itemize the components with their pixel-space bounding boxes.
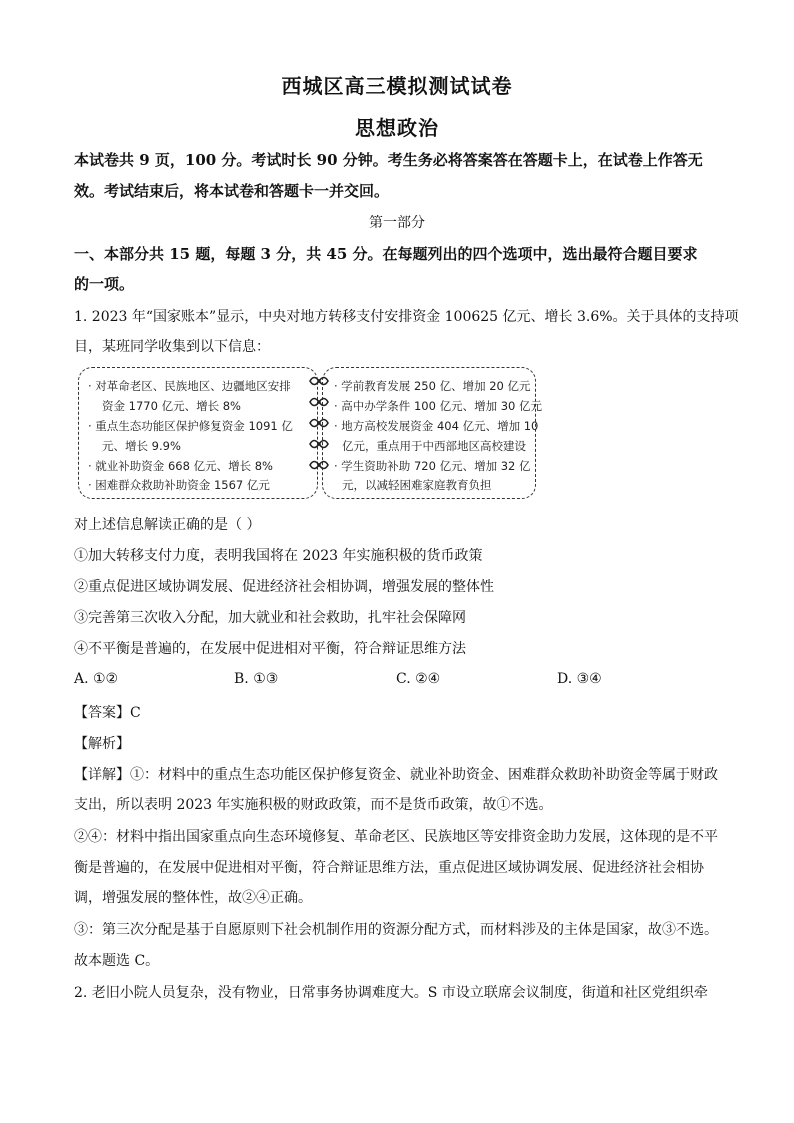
binder-knot-icon bbox=[308, 416, 330, 430]
q1-detail-line: 支出，所以表明 2023 年实施积极的财政政策，而不是货币政策，故①不选。 bbox=[74, 797, 553, 813]
binder-knot-icon bbox=[308, 395, 330, 409]
q1-statement: ②重点促进区域协调发展、促进经济社会相协调，增强发展的整体性 bbox=[74, 579, 494, 595]
q1-statement: ①加大转移支付力度，表明我国将在 2023 年实施积极的货币政策 bbox=[74, 548, 483, 564]
box-left-item: · 困难群众救助补助资金 1567 亿元 bbox=[88, 478, 270, 492]
exam-title: 西城区高三模拟测试试卷 bbox=[281, 74, 513, 98]
q1-stem-line-1: 1. 2023 年“国家账本”显示，中央对地方转移支付安排资金 100625 亿元、增长 3.6%。关于具体的支持项 bbox=[74, 309, 739, 325]
q1-detail-line: ③：第三次分配是基于自愿原则下社会机制作用的资源分配方式，而材料涉及的主体是国家，故③不选。 bbox=[74, 922, 718, 938]
box-left-item: 资金 1770 亿元、增长 8% bbox=[102, 399, 241, 413]
box-left-item: · 就业补助资金 668 亿元、增长 8% bbox=[88, 459, 273, 473]
q1-option-b[interactable]: B. ①③ bbox=[234, 671, 279, 687]
part-desc-line-2: 的一项。 bbox=[74, 275, 135, 293]
q1-option-c[interactable]: C. ②④ bbox=[396, 671, 441, 687]
q1-answer: 【答案】C bbox=[74, 705, 141, 721]
box-left-item: · 重点生态功能区保护修复资金 1091 亿 bbox=[88, 419, 293, 433]
q1-option-a[interactable]: A. ①② bbox=[74, 671, 119, 687]
q1-detail-line: ②④：材料中指出国家重点向生态环境修复、革命老区、民族地区等安排资金助力发展，这体现的是不平 bbox=[74, 829, 718, 845]
q1-statement: ④不平衡是普遍的，在发展中促进相对平衡，符合辩证思维方法 bbox=[74, 641, 466, 657]
q1-detail-line: 故本题选 C。 bbox=[74, 953, 160, 969]
box-right-item: · 学生资助补助 720 亿元、增加 32 亿 bbox=[334, 459, 531, 473]
binder-knot-icon bbox=[308, 458, 330, 472]
box-left-item: · 对革命老区、民族地区、边疆地区安排 bbox=[88, 379, 291, 393]
box-right-item: · 高中办学条件 100 亿元、增加 30 亿元 bbox=[334, 399, 543, 413]
box-right-item: 亿元，重点用于中西部地区高校建设 bbox=[342, 439, 526, 453]
q1-analysis-label: 【解析】 bbox=[74, 736, 130, 752]
q1-statement: ③完善第三次收入分配，加大就业和社会救助，扎牢社会保障网 bbox=[74, 610, 466, 626]
q2-stem-line-1: 2. 老旧小院人员复杂，没有物业，日常事务协调难度大。S 市设立联席会议制度，街道和社区党组织牵 bbox=[74, 985, 708, 1001]
part-heading: 第一部分 bbox=[369, 215, 425, 231]
q1-option-d[interactable]: D. ③④ bbox=[557, 671, 602, 687]
binder-knot-icon bbox=[308, 374, 330, 388]
part-desc-line-1: 一、本部分共 15 题，每题 3 分，共 45 分。在每题列出的四个选项中，选出最符合题目要求 bbox=[74, 245, 698, 263]
q1-detail-line: 【详解】①：材料中的重点生态功能区保护修复资金、就业补助资金、困难群众救助补助资金等属于财政 bbox=[74, 767, 718, 783]
q1-stem-line-2: 目，某班同学收集到以下信息： bbox=[74, 339, 270, 355]
q1-detail-line: 衡是普遍的，在发展中促进相对平衡，符合辩证思维方法，重点促进区域协调发展、促进经济社会相协 bbox=[74, 860, 704, 876]
box-left-item: 元、增长 9.9% bbox=[102, 439, 181, 453]
instructions-line-1: 本试卷共 9 页，100 分。考试时长 90 分钟。考生务必将答案答在答题卡上，在试卷上作答无 bbox=[74, 151, 703, 169]
subject-title: 思想政治 bbox=[355, 116, 439, 140]
box-right-item: · 地方高校发展资金 404 亿元、增加 10 bbox=[334, 419, 539, 433]
box-right-item: · 学前教育发展 250 亿、增加 20 亿元 bbox=[334, 379, 531, 393]
instructions-line-2: 效。考试结束后，将本试卷和答题卡一并交回。 bbox=[74, 182, 390, 200]
q1-prompt: 对上述信息解读正确的是（ ） bbox=[74, 517, 261, 533]
q1-detail-line: 调，增强发展的整体性，故②④正确。 bbox=[74, 890, 312, 906]
box-right-item: 元，以减轻困难家庭教育负担 bbox=[342, 478, 492, 492]
binder-knot-icon bbox=[308, 437, 330, 451]
